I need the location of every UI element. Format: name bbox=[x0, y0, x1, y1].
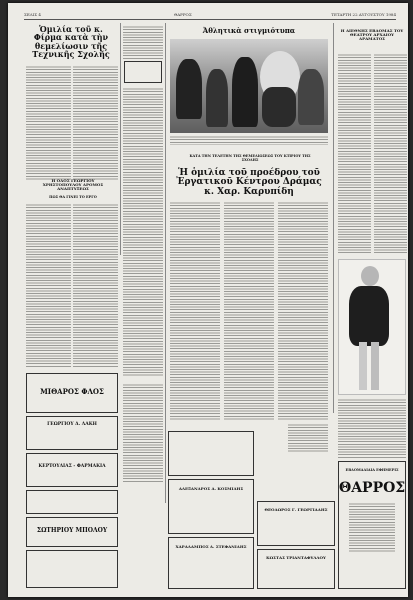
ad-doctor-1: ΑΛΕΞΑΝΔΡΟΣ Α. ΚΟΣΜΙΔΗΣ bbox=[168, 479, 254, 534]
ad-lawyer: ΚΩΣΤΑΣ ΤΡΙΑΝΤΑΦΥΛΛΟΥ bbox=[257, 549, 335, 589]
center-title: Ἡ ὁμιλία τοῦ προέδρου τοῦ Ἐργατικοῦ Κέντρου Δράμας κ. Χαρ. Καρυπίδη bbox=[176, 168, 322, 197]
ad-pharmacy bbox=[168, 431, 254, 476]
road-article-sub: ΠΩΣ ΘΑ ΓΙΝΕΙ ΤΟ ΕΡΓΟ bbox=[49, 195, 97, 199]
newspaper-page bbox=[8, 3, 408, 597]
ad-dealer: ΜΙΘΑΡΟΣ ΦΛΟΣ bbox=[26, 373, 118, 413]
road-article-title: Η ΟΔΟΣ ΓΕΩΡΓΙΟΥ ΧΡΗΣΤΟΠΟΥΛΟΥ ΔΡΟΜΟΣ ΑΝΑΠΤΥΞΕΩΣ bbox=[42, 178, 104, 192]
actress-photo bbox=[338, 259, 406, 395]
drama-title: Η ΔΙΕΘΝΗΣ ΕΒΔΟΜΑΣ ΤΟΥ ΘΕΑΤΡΟΥ ΑΡΧΑΙΟΥ ΔΡΑΜΑΤΟΣ bbox=[340, 28, 404, 42]
center-kicker: ΚΑΤΑ ΤΗΝ ΤΕΛΕΤΗΝ ΤΗΣ ΘΕΜΕΛΙΩΣΕΩΣ ΤΟΥ ΚΤΙΡΙΟΥ ΤΗΣ ΣΧΟΛΗΣ bbox=[189, 154, 311, 162]
page-header bbox=[24, 11, 396, 20]
page-number: ΣΕΛΙΣ 4 bbox=[24, 12, 41, 17]
ad-shop bbox=[26, 490, 118, 514]
firma-article-title: Ὁμιλία τοῦ κ. Φίρμα κατὰ τὴν θεμελίωσιν τῆς Τεχνικῆς Σχολῆς bbox=[32, 24, 110, 60]
ad-printing: ΓΕΩΡΓΙΟΥ Δ. ΛΑΚΗ bbox=[26, 416, 118, 450]
ad-jeweler: ΧΑΡΑΛΑΜΠΟΣ Δ. ΣΤΕΦΑΝΙΔΗΣ bbox=[168, 537, 254, 589]
ad-bottom-left bbox=[26, 550, 118, 588]
athletic-title: Ἀθλητικὰ στιγμιότυπα bbox=[202, 26, 296, 35]
ad-publisher: ΕΒΔΟΜΑΔΙΑΙΑ ΕΦΗΜΕΡΙΣ ΘΑΡΡΟΣ bbox=[338, 461, 406, 589]
ad-restaurant: ΚΕΡΤΟΥΛΙΑΣ - ΦΑΡΜΑΚΙΑ bbox=[26, 453, 118, 487]
athletic-photo bbox=[170, 39, 328, 133]
masthead-small: ΘΑΡΡΟΣ bbox=[174, 12, 192, 17]
ad-sotiriou: ΣΩΤΗΡΙΟΥ ΜΠΟΛΟΥ bbox=[26, 517, 118, 547]
ad-doctor-2: ΘΕΟΔΩΡΟΣ Γ. ΓΕΩΡΓΙΑΔΗΣ bbox=[257, 501, 335, 546]
issue-date: ΤΕΤΑΡΤΗ 22 ΑΥΓΟΥΣΤΟΥ 1984 bbox=[331, 12, 396, 17]
